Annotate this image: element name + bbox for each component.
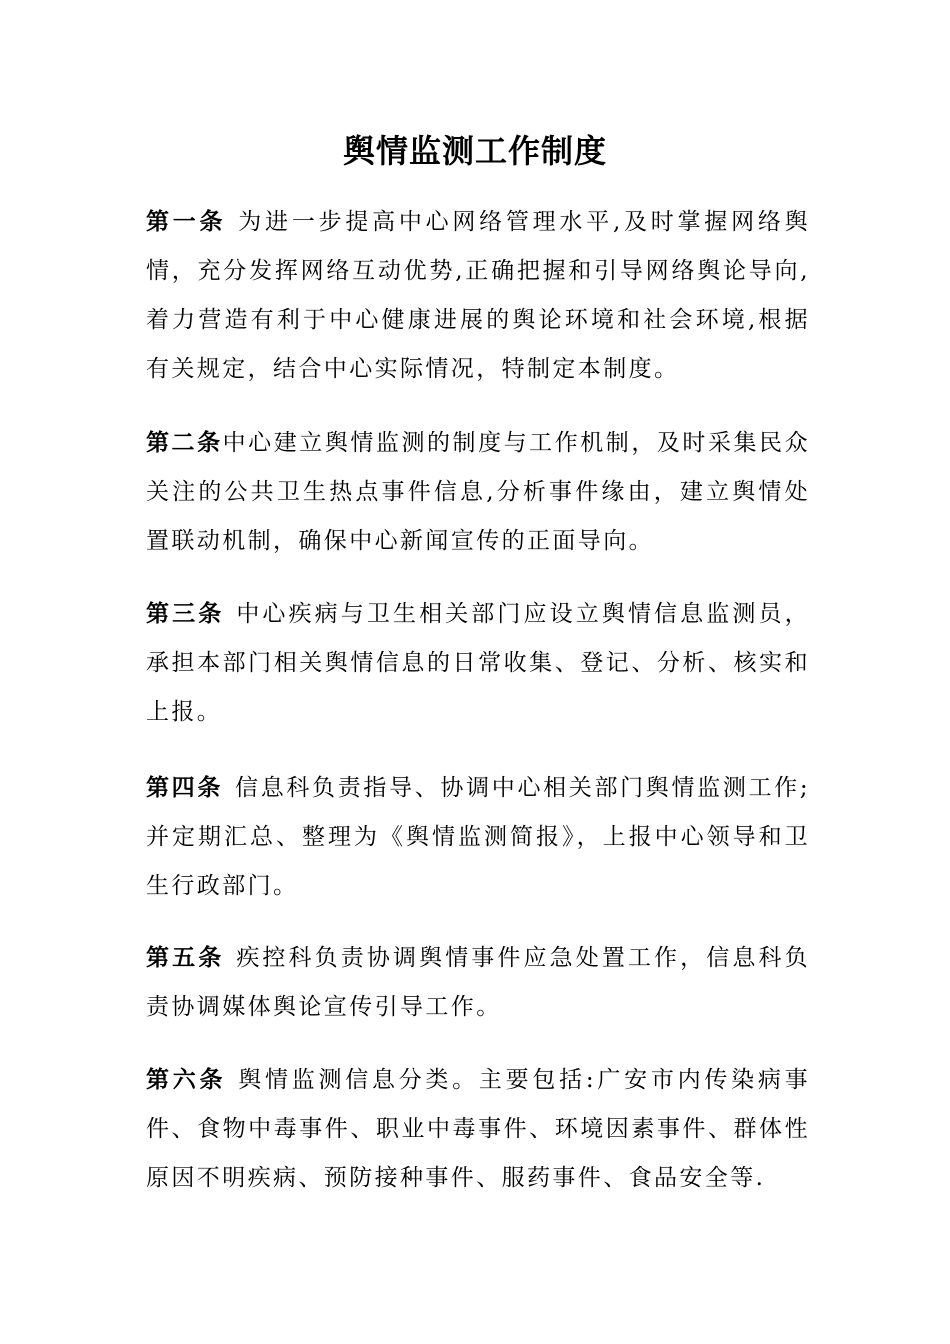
article-text: 信息科负责指导、协调中心相关部门舆情监测工作;并定期汇总、整理为《舆情监测简报》，上报中心领导和卫生行政部门。: [146, 775, 811, 899]
article-text: 疾控科负责协调舆情事件应急处置工作，信息科负责协调媒体舆论宣传引导工作。: [146, 945, 810, 1020]
article-label: 第一条: [146, 209, 227, 235]
article-text: 中心建立舆情监测的制度与工作机制，及时采集民众关注的公共卫生热点事件信息,分析事件缘由，建立舆情处置联动机制，确保中心新闻宣传的正面导向。: [146, 430, 811, 554]
article-text: 中心疾病与卫生相关部门应设立舆情信息监测员，承担本部门相关舆情信息的日常收集、登记、分析、核实和上报。: [146, 601, 810, 725]
article-2: [146, 419, 810, 566]
article-1: [146, 198, 810, 394]
article-5: [146, 934, 810, 1032]
document-title: 舆情监测工作制度: [342, 132, 607, 170]
article-label: 第五条: [146, 945, 225, 971]
article-text: 舆情监测信息分类。主要包括:广安市内传染病事件、食物中毒事件、职业中毒事件、环境因素事件、群体性原因不明疾病、预防接种事件、服药事件、食品安全等.: [146, 1067, 810, 1191]
article-label: 第六条: [146, 1067, 227, 1093]
article-label: 第三条: [146, 601, 225, 627]
article-text: 为进一步提高中心网络管理水平,及时掌握网络舆情，充分发挥网络互动优势,正确把握和引导网络舆论导向,着力营造有利于中心健康进展的舆论环境和社会环境,根据有关规定，结合中心实际情况，特制定本制度。: [146, 209, 810, 382]
article-3: [146, 590, 810, 737]
article-label: 第四条: [146, 775, 224, 801]
article-6: [146, 1056, 810, 1203]
article-4: [146, 764, 810, 911]
article-label: 第二条: [146, 430, 223, 456]
